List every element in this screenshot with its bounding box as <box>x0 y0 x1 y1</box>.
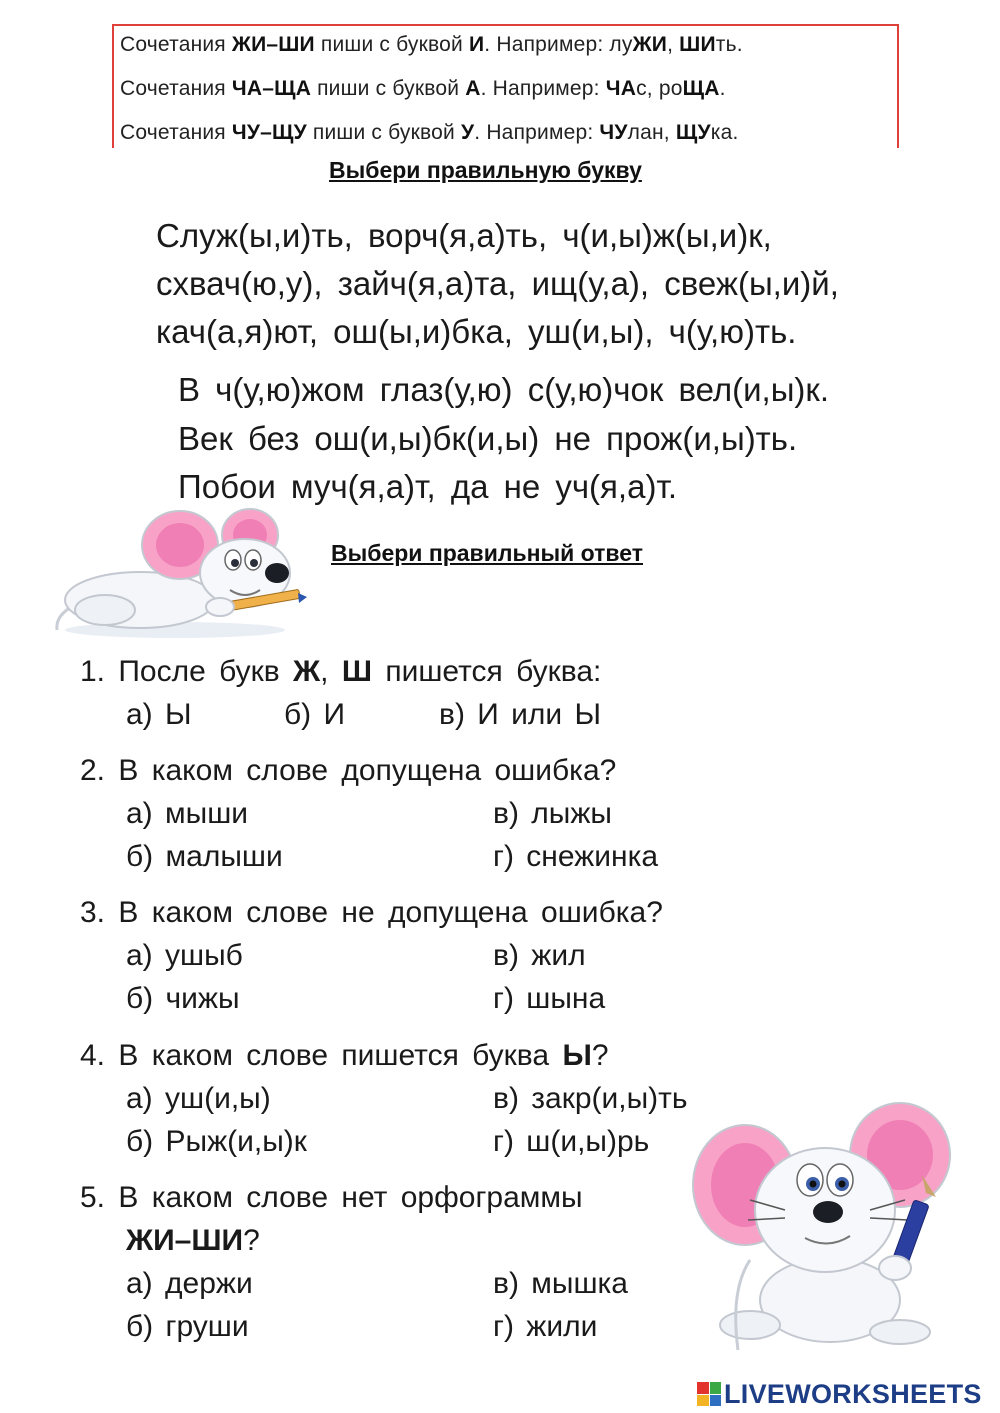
text-fragment: ? <box>243 1224 260 1257</box>
text-fragment: 3. В каком слове не допущена ошибка? <box>80 896 663 929</box>
bold-fragment: А <box>465 77 481 100</box>
q3-option-b[interactable]: б) чижы <box>126 982 240 1015</box>
text-fragment: 5. В каком слове нет орфограммы <box>80 1181 583 1214</box>
rule-chu-shchu <box>120 121 739 145</box>
question-5-cont <box>126 1224 260 1258</box>
liveworksheets-logo[interactable] <box>697 1378 982 1410</box>
bold-fragment: ЧУ <box>599 121 628 144</box>
q1-option-b[interactable]: б) И <box>284 698 346 731</box>
q4-option-b[interactable]: б) Рыж(и,ы)к <box>126 1125 307 1158</box>
text-fragment: , <box>320 655 342 688</box>
q4-option-a[interactable]: а) уш(и,ы) <box>126 1082 271 1115</box>
bold-fragment: ШИ <box>679 33 716 56</box>
question-4 <box>80 1039 609 1073</box>
q2-option-v[interactable]: в) лыжы <box>493 797 612 830</box>
proverb-line-2[interactable]: Век без ош(и,ы)бк(и,ы) не прож(и,ы)ть. <box>178 420 798 457</box>
q1-option-c[interactable]: в) И или Ы <box>439 698 602 731</box>
q3-option-a[interactable]: а) ушыб <box>126 939 243 972</box>
text-fragment: , <box>667 33 680 56</box>
text-fragment: Сочетания <box>120 77 232 100</box>
logo-badge-icon <box>697 1382 721 1406</box>
text-fragment: 1. После букв <box>80 655 294 688</box>
q5-option-a[interactable]: а) держи <box>126 1267 253 1300</box>
q5-option-v[interactable]: в) мышка <box>493 1267 628 1300</box>
bold-fragment: ЧА <box>605 77 637 100</box>
text-fragment: лан, <box>627 121 676 144</box>
bold-fragment: Ы <box>562 1039 592 1072</box>
q3-option-v[interactable]: в) жил <box>493 939 586 972</box>
text-fragment: . Например: лу <box>484 33 633 56</box>
logo-text: LIVEWORKSHEETS <box>724 1378 982 1409</box>
bold-fragment: ЩУ <box>675 121 711 144</box>
text-fragment: . <box>719 77 726 100</box>
text-fragment: пишется буква: <box>372 655 602 688</box>
q4-option-g[interactable]: г) ш(и,ы)рь <box>493 1125 650 1158</box>
q2-option-g[interactable]: г) снежинка <box>493 840 659 873</box>
q3-option-g[interactable]: г) шына <box>493 982 606 1015</box>
question-3 <box>80 896 663 930</box>
bold-fragment: ЧУ–ЩУ <box>231 121 307 144</box>
proverb-line-1[interactable]: В ч(у,ю)жом глаз(у,ю) с(у,ю)чок вел(и,ы)к. <box>178 371 830 408</box>
bold-fragment: У <box>460 121 475 144</box>
text-fragment: ть. <box>715 33 743 56</box>
text-fragment: Сочетания <box>120 33 232 56</box>
text-fragment: 4. В каком слове пишется буква <box>80 1039 563 1072</box>
section-title-choose-answer: Выбери правильный ответ <box>331 540 643 566</box>
exercise-line-3[interactable]: кач(а,я)ют, ош(ы,и)бка, уш(и,ы), ч(у,ю)ть. <box>156 313 797 350</box>
exercise-line-2[interactable]: схвач(ю,у), зайч(я,а)та, ищ(у,а), свеж(ы,и)й, <box>156 265 839 302</box>
text-fragment: с, ро <box>636 77 683 100</box>
question-5 <box>80 1181 583 1215</box>
bold-fragment: ЧА–ЩА <box>231 77 312 100</box>
text-fragment: . Например: <box>474 121 600 144</box>
question-2 <box>80 754 616 788</box>
exercise-line-1[interactable]: Служ(ы,и)ть, ворч(я,а)ть, ч(и,ы)ж(ы,и)к, <box>156 217 772 254</box>
question-1 <box>80 655 601 689</box>
text-fragment: 2. В каком слове допущена ошибка? <box>80 754 617 787</box>
bold-fragment: ЖИ–ШИ <box>231 33 315 56</box>
text-fragment: пиши с буквой <box>311 77 466 100</box>
bold-fragment: И <box>468 33 485 56</box>
bold-fragment: ЖИ <box>632 33 668 56</box>
bold-fragment: Ш <box>341 655 372 688</box>
q2-option-a[interactable]: а) мыши <box>126 797 249 830</box>
q4-option-v[interactable]: в) закр(и,ы)ть <box>493 1082 688 1115</box>
q5-option-b[interactable]: б) груши <box>126 1310 249 1343</box>
q1-option-a[interactable]: а) Ы <box>126 698 192 731</box>
bold-fragment: ЖИ–ШИ <box>126 1224 244 1257</box>
text-fragment: пиши с буквой <box>314 33 469 56</box>
text-fragment: ка. <box>710 121 739 144</box>
bold-fragment: Ж <box>293 655 321 688</box>
q2-option-b[interactable]: б) малыши <box>126 840 283 873</box>
section-title-choose-letter: Выбери правильную букву <box>329 157 642 183</box>
text-fragment: Сочетания <box>120 121 232 144</box>
text-fragment: ? <box>591 1039 609 1072</box>
text-fragment: пиши с буквой <box>306 121 461 144</box>
bold-fragment: ЩА <box>682 77 720 100</box>
text-fragment: . Например: <box>480 77 606 100</box>
rule-zhi-shi <box>120 33 743 57</box>
mouse-sitting-illustration <box>690 1100 990 1350</box>
q5-option-g[interactable]: г) жили <box>493 1310 598 1343</box>
rule-cha-shcha <box>120 77 726 101</box>
proverb-line-3[interactable]: Побои муч(я,а)т, да не уч(я,а)т. <box>178 468 678 505</box>
mouse-lying-illustration <box>45 505 310 640</box>
